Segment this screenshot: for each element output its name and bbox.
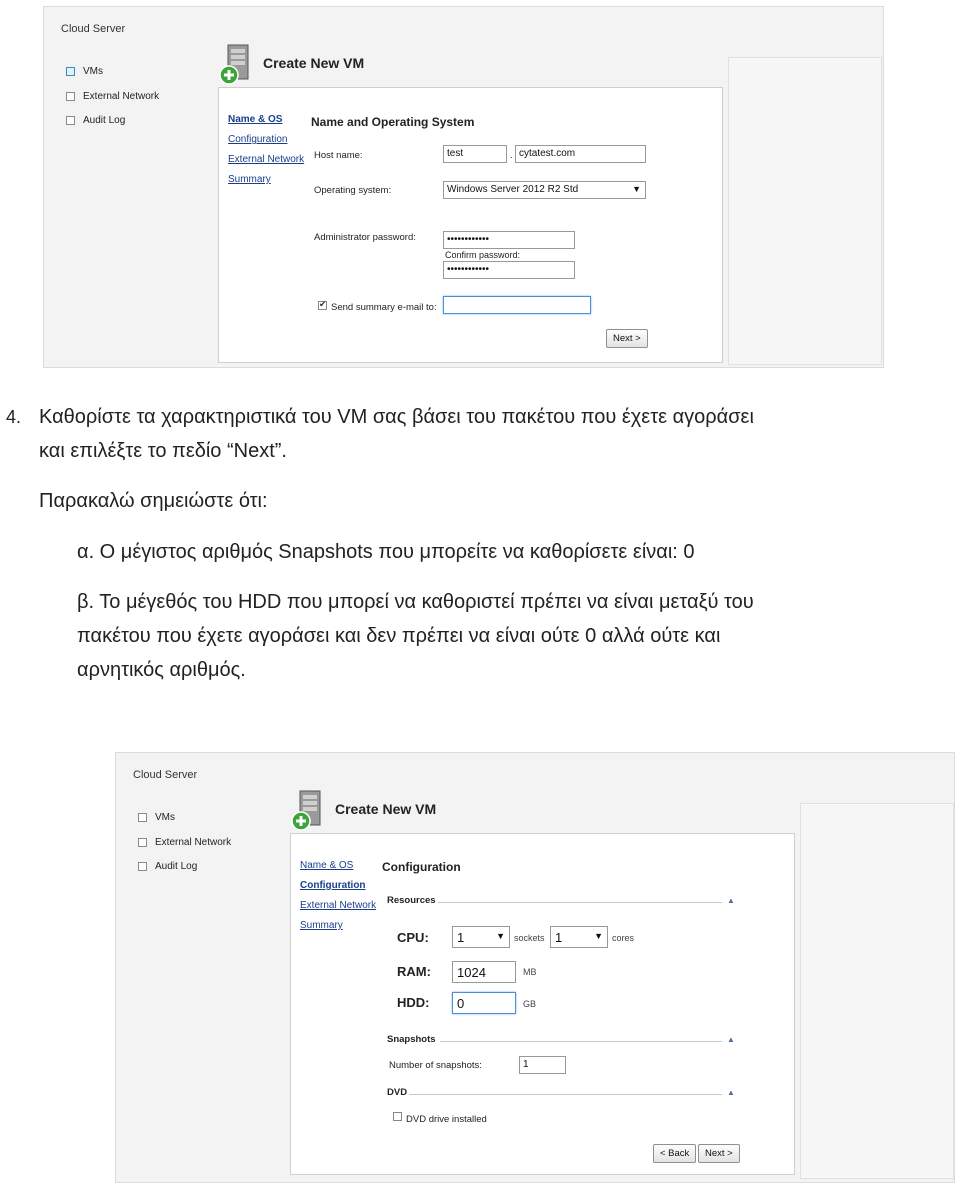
admin-password-label: Administrator password: — [314, 232, 416, 243]
dvd-divider — [409, 1094, 722, 1095]
sidebar-item-vms[interactable]: VMs — [138, 812, 175, 823]
note-title: Παρακαλώ σημειώστε ότι: — [39, 490, 268, 512]
step-text-line1: Καθορίστε τα χαρακτηριστικά του VM σας βάσει του πακέτου που έχετε αγοράσει — [39, 406, 754, 428]
step-text-line2: και επιλέξτε το πεδίο “Next”. — [39, 440, 287, 462]
sockets-unit: sockets — [514, 933, 545, 943]
page-title: Create New VM — [335, 801, 437, 817]
section-title: Name and Operating System — [311, 115, 475, 129]
hdd-input[interactable]: 0 — [452, 992, 516, 1014]
step-summary[interactable]: Summary — [300, 920, 343, 931]
dvd-checkbox[interactable] — [393, 1112, 402, 1121]
os-select[interactable]: Windows Server 2012 R2 Std ▼ — [443, 181, 646, 199]
checkbox-icon — [138, 862, 147, 871]
vm-server-add-icon — [218, 43, 256, 87]
dvd-label: DVD drive installed — [406, 1114, 487, 1125]
host-name-input[interactable]: test — [443, 145, 507, 163]
domain-input[interactable]: cytatest.com — [515, 145, 646, 163]
email-input[interactable] — [443, 296, 591, 314]
step-name-os[interactable]: Name & OS — [300, 860, 354, 871]
host-dot: . — [510, 150, 513, 161]
collapse-arrow-icon[interactable]: ▲ — [727, 1035, 735, 1044]
snapshots-title: Snapshots — [387, 1034, 436, 1045]
back-button[interactable]: < Back — [653, 1144, 696, 1163]
collapse-arrow-icon[interactable]: ▲ — [727, 896, 735, 905]
vm-server-add-icon — [290, 789, 328, 833]
checkbox-icon — [138, 838, 147, 847]
cpu-label: CPU: — [397, 930, 429, 945]
step-summary[interactable]: Summary — [228, 174, 271, 185]
admin-password-input[interactable]: •••••••••••• — [443, 231, 575, 249]
cores-unit: cores — [612, 933, 635, 943]
step-name-os[interactable]: Name & OS — [228, 114, 283, 125]
confirm-password-label: Confirm password: — [445, 250, 521, 260]
sidebar-item-external-network[interactable]: External Network — [138, 837, 231, 848]
app-title: Cloud Server — [61, 23, 126, 35]
step-external-network[interactable]: External Network — [300, 900, 377, 911]
resources-title: Resources — [387, 895, 436, 906]
snapshots-divider — [440, 1041, 722, 1042]
snapshots-input[interactable]: 1 — [519, 1056, 566, 1074]
dropdown-arrow-icon: ▼ — [594, 931, 603, 941]
next-button[interactable]: Next > — [606, 329, 648, 348]
note-b-line2: πακέτου που έχετε αγοράσει και δεν πρέπει να είναι ούτε 0 αλλά ούτε και — [77, 625, 721, 647]
step-number: 4. — [6, 407, 22, 427]
dropdown-arrow-icon: ▼ — [632, 184, 641, 194]
page-title: Create New VM — [263, 55, 365, 71]
step-external-network[interactable]: External Network — [228, 154, 305, 165]
screenshot-configuration — [115, 752, 955, 1183]
resources-divider — [438, 902, 722, 903]
checkbox-icon — [66, 116, 75, 125]
collapse-arrow-icon[interactable]: ▲ — [727, 1088, 735, 1097]
ram-input[interactable]: 1024 — [452, 961, 516, 983]
snapshots-label: Number of snapshots: — [389, 1060, 482, 1071]
right-panel — [800, 803, 954, 1179]
dvd-title: DVD — [387, 1087, 408, 1098]
note-b-line3: αρνητικός αριθμός. — [77, 659, 246, 681]
checkbox-icon — [66, 67, 75, 76]
ram-label: RAM: — [397, 964, 431, 979]
checkbox-icon — [66, 92, 75, 101]
sidebar-item-external-network[interactable]: External Network — [66, 91, 159, 102]
section-title: Configuration — [382, 860, 461, 874]
wizard-steps — [300, 860, 376, 940]
sidebar-item-audit-log[interactable]: Audit Log — [138, 861, 197, 872]
send-email-label: Send summary e-mail to: — [331, 302, 437, 313]
cpu-cores-select[interactable]: 1 ▼ — [550, 926, 608, 948]
screenshot-name-os — [43, 6, 884, 368]
hdd-label: HDD: — [397, 995, 430, 1010]
sidebar-item-audit-log[interactable]: Audit Log — [66, 115, 125, 126]
app-title: Cloud Server — [133, 769, 198, 781]
cpu-sockets-select[interactable]: 1 ▼ — [452, 926, 510, 948]
confirm-password-input[interactable]: •••••••••••• — [443, 261, 575, 279]
step-configuration[interactable]: Configuration — [300, 880, 366, 891]
os-label: Operating system: — [314, 185, 392, 196]
note-b-line1: β. Το μέγεθός του HDD που μπορεί να καθοριστεί πρέπει να είναι μεταξύ του — [77, 591, 754, 613]
sidebar-item-vms[interactable]: VMs — [66, 66, 103, 77]
ram-unit: MB — [523, 967, 537, 977]
host-name-label: Host name: — [314, 150, 363, 161]
checkbox-icon — [138, 813, 147, 822]
send-email-checkbox[interactable] — [318, 301, 327, 310]
right-panel — [728, 57, 882, 365]
dropdown-arrow-icon: ▼ — [496, 931, 505, 941]
note-a: α. Ο μέγιστος αριθμός Snapshots που μπορείτε να καθορίσετε είναι: 0 — [77, 541, 695, 563]
wizard-steps — [228, 114, 304, 194]
next-button[interactable]: Next > — [698, 1144, 740, 1163]
step-configuration[interactable]: Configuration — [228, 134, 288, 145]
hdd-unit: GB — [523, 999, 537, 1009]
